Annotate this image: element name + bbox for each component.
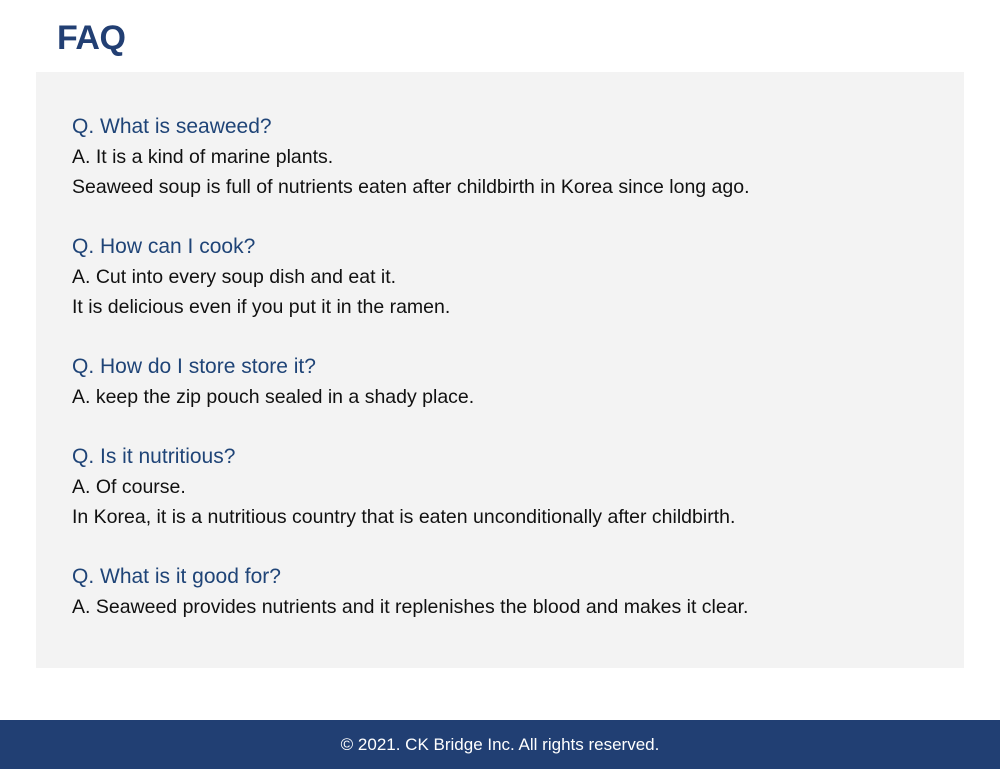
faq-answer-line: A. keep the zip pouch sealed in a shady place. [72,386,475,408]
faq-question: Q. Is it nutritious? [72,445,236,468]
faq-panel [36,72,964,668]
faq-answer-line: A. It is a kind of marine plants. [72,146,334,168]
faq-item [72,232,944,322]
copyright-text: © 2021. CK Bridge Inc. All rights reserved. [340,734,660,754]
faq-answer-line: A. Seaweed provides nutrients and it replenishes the blood and makes it clear. [72,596,749,618]
faq-question: Q. How do I store store it? [72,355,316,378]
faq-answer-line: It is delicious even if you put it in the ramen. [72,296,451,318]
faq-item [72,442,944,532]
faq-item [72,562,944,622]
faq-question: Q. What is seaweed? [72,115,272,138]
faq-item [72,352,944,412]
faq-list [72,112,944,652]
page-title: FAQ [57,19,126,57]
faq-item [72,112,944,202]
faq-answer-line: A. Cut into every soup dish and eat it. [72,266,397,288]
faq-answer-line: A. Of course. [72,476,186,498]
faq-answer-line: Seaweed soup is full of nutrients eaten after childbirth in Korea since long ago. [72,176,750,198]
faq-answer-line: In Korea, it is a nutritious country that is eaten unconditionally after childbirth. [72,506,736,528]
faq-question: Q. How can I cook? [72,235,256,258]
faq-question: Q. What is it good for? [72,565,281,588]
footer [0,720,1000,769]
